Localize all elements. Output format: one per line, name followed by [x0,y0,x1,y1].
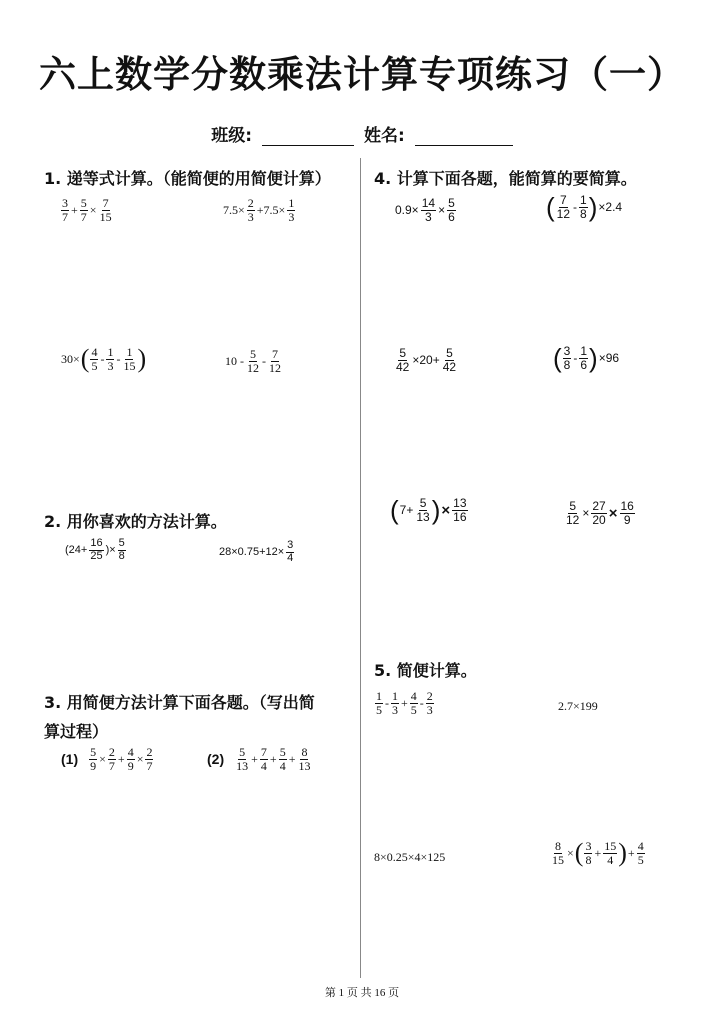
student-info [0,121,724,146]
section-3-heading-line1: 3. 用简便方法计算下面各题。（写出简 [44,693,315,712]
problem-5c: 8×0.25×4×125 [374,850,446,864]
section-4-heading: 4. 计算下面各题，能简算的要简算。 [374,169,637,188]
problem-2b: 28×0.75+12× $\frac{3}{4}$ [219,539,294,564]
class-blank[interactable] [262,127,354,146]
problem-4e: (7+ $\frac{5}{13}$ )× $\frac{13}{16}$ [390,495,467,526]
problem-1b: 7.5× $\frac{2}{3}$ +7.5× $\frac{1}{3}$ [223,196,295,224]
problem-5b: 2.7×199 [558,699,598,713]
problem-4f: $\frac{5}{12}$ × $\frac{27}{20}$ × $\frac{16}{9}$ [566,499,634,527]
section-2-heading: 2. 用你喜欢的方法计算。 [44,512,227,531]
problem-4b: ( $\frac{7}{12}$ - $\frac{1}{8}$ )×2.4 [546,192,623,223]
problem-4c: $\frac{5}{42}$ ×20+ $\frac{5}{42}$ [396,346,457,374]
problem-1a: $\frac{3}{7}$ + $\frac{5}{7}$ × $\frac{7}{15}$ [62,196,112,224]
section-3-heading-line2: 算过程） [44,722,109,741]
problem-4d: ( $\frac{3}{8}$ - $\frac{1}{6}$ )×96 [553,343,620,374]
class-label: 班级: [211,126,253,146]
problem-4a: 0.9× $\frac{14}{3}$ × $\frac{5}{6}$ [395,196,455,224]
problem-5d: $\frac{8}{15}$ ×( $\frac{3}{8}$ + $\frac{15}{4}$ )+ $\frac{4}{5}$ [552,838,644,868]
problem-1c: 30×( $\frac{4}{5}$ - $\frac{1}{3}$ - $\frac{1}{15}$ ) [61,344,147,374]
problem-1d: 10 - $\frac{5}{12}$ - $\frac{7}{12}$ [225,347,281,375]
section-5-heading: 5. 简便计算。 [374,661,477,680]
page-footer: 第 1 页 共 16 页 [324,987,400,999]
problem-2a: (24+ $\frac{16}{25}$ )× $\frac{5}{8}$ [65,537,125,562]
page-title: 六上数学分数乘法计算专项练习（一） [39,53,685,96]
section-1-heading: 1. 递等式计算。（能简便的用简便计算） [44,169,331,188]
column-divider [360,158,361,978]
name-blank[interactable] [415,127,513,146]
problem-3a: (1) $\frac{5}{9}$ × $\frac{2}{7}$ + $\frac{4}{9}$ × $\frac{2}{7}$ [61,745,153,773]
name-label: 姓名: [363,126,405,146]
problem-5a: $\frac{1}{5}$ - $\frac{1}{3}$ + $\frac{4}{5}$ - $\frac{2}{3}$ [376,689,433,717]
problem-3b: (2) $\frac{5}{13}$ + $\frac{7}{4}$ + $\frac{5}{4}$ + $\frac{8}{13}$ [207,745,311,773]
